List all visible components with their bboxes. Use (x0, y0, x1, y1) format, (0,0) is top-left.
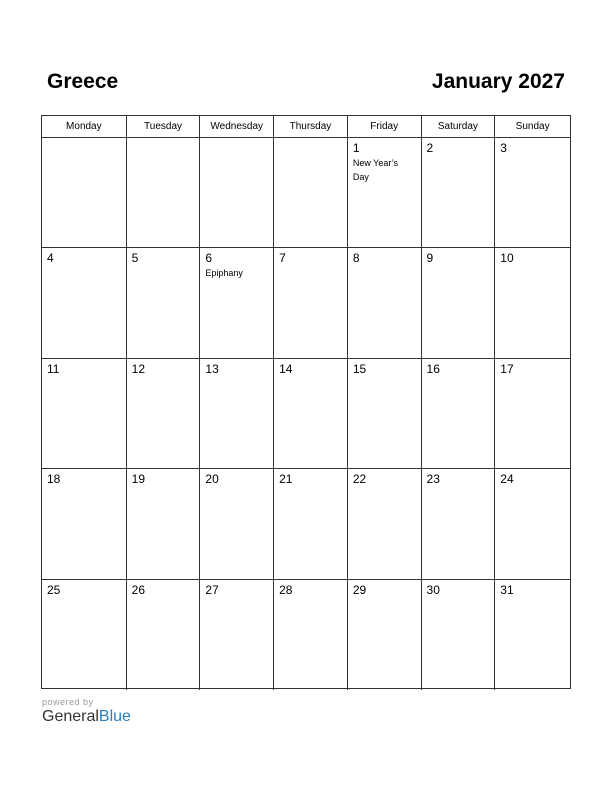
day-number: 24 (500, 472, 514, 487)
day-cell (200, 469, 274, 578)
week-row (42, 469, 570, 579)
day-cell (422, 248, 496, 357)
day-number: 25 (47, 582, 61, 597)
day-cell (127, 359, 201, 468)
day-number: 4 (47, 251, 54, 266)
holiday-label: New Year’s Day (352, 158, 399, 182)
day-cell (127, 469, 201, 578)
day-number: 29 (352, 582, 367, 597)
day-cell (42, 580, 127, 690)
weekday-header-row (42, 116, 570, 138)
brand-blue-text: Blue (98, 708, 131, 725)
day-cell (200, 580, 274, 690)
day-number: 11 (47, 361, 60, 376)
day-cell (42, 359, 127, 468)
day-cell (422, 138, 496, 247)
day-cell (274, 138, 348, 247)
brand-logo[interactable] (42, 708, 131, 726)
day-cell (42, 138, 127, 247)
day-number: 20 (205, 472, 219, 487)
day-cell (422, 359, 496, 468)
weekday-header: Saturday (422, 116, 496, 137)
day-number: 18 (47, 472, 61, 487)
day-number: 15 (352, 361, 367, 376)
weekday-header: Thursday (274, 116, 348, 137)
day-number: 14 (279, 361, 293, 376)
day-cell (127, 138, 201, 247)
day-number: 28 (279, 582, 293, 597)
day-cell (274, 580, 348, 690)
day-cell (274, 248, 348, 357)
day-cell (495, 138, 570, 247)
day-cell (200, 138, 274, 247)
day-cell (495, 359, 570, 468)
day-cell (200, 359, 274, 468)
week-row (42, 248, 570, 358)
day-number: 27 (205, 582, 219, 597)
day-cell (200, 248, 274, 357)
week-row (42, 138, 570, 248)
powered-by-text: powered by (42, 697, 94, 707)
day-number: 9 (426, 251, 434, 266)
day-cell (274, 359, 348, 468)
day-number: 7 (279, 251, 286, 266)
day-number: 1 (352, 141, 360, 155)
day-number: 26 (131, 582, 146, 597)
day-cell (422, 580, 496, 690)
day-cell (348, 580, 422, 690)
day-cell (495, 469, 570, 578)
day-cell (422, 469, 496, 578)
day-cell (348, 138, 422, 247)
day-number: 19 (131, 472, 146, 487)
day-number: 17 (500, 361, 514, 376)
day-cell (495, 580, 570, 690)
day-cell (127, 580, 201, 690)
day-number: 21 (279, 472, 293, 487)
day-cell (42, 469, 127, 578)
day-cell (274, 469, 348, 578)
day-cell (348, 248, 422, 357)
holiday-label: Epiphany (205, 268, 243, 279)
day-cell (495, 248, 570, 357)
week-row (42, 359, 570, 469)
day-number: 31 (500, 582, 514, 597)
day-number: 8 (352, 251, 360, 266)
weekday-header: Monday (42, 116, 127, 137)
week-row (42, 580, 570, 690)
day-number: 6 (205, 251, 213, 266)
calendar-grid (41, 115, 571, 689)
day-number: 5 (131, 251, 139, 266)
day-cell (348, 469, 422, 578)
day-number: 13 (205, 361, 219, 376)
day-number: 2 (426, 141, 434, 155)
day-cell (348, 359, 422, 468)
day-cell (42, 248, 127, 357)
day-number: 22 (352, 472, 367, 487)
day-number: 3 (500, 141, 507, 155)
day-cell (127, 248, 201, 357)
day-number: 23 (426, 472, 440, 487)
brand-general-text: General (42, 708, 99, 725)
day-number: 10 (500, 251, 514, 266)
weekday-header: Tuesday (127, 116, 201, 137)
weekday-header: Wednesday (200, 116, 274, 137)
month-year-title: January 2027 (431, 70, 565, 93)
day-number: 12 (131, 361, 146, 376)
country-title: Greece (47, 70, 119, 93)
day-number: 30 (426, 582, 440, 597)
weekday-header: Sunday (515, 121, 550, 132)
weekday-header: Friday (348, 116, 422, 137)
footer-branding (42, 697, 131, 726)
day-number: 16 (426, 361, 440, 376)
